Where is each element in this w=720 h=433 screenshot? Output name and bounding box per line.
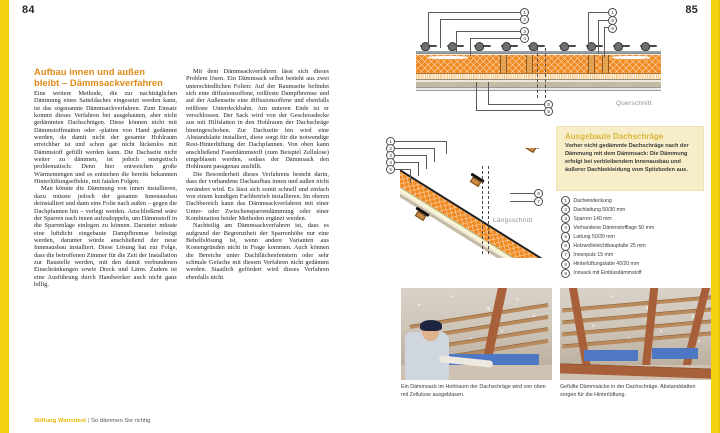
callout-bubble: 5 — [544, 107, 553, 116]
callout-bubble: 1 — [520, 8, 529, 17]
legend-bullet: 6 — [561, 241, 570, 250]
leader-line — [418, 162, 419, 176]
paragraph: Eine weitere Methode, die zur nachträglichen Dämmung eines Satteldaches eingesetzt werden kann, ist das sogenannte Dämmsackverfahren. Zum Einsatz kommt dieses Verfahren bei ausgebauten, aber nicht gedämmten Dachschrägen. Diese können nicht mit Dämmstoffmatten oder -platten von Hand gedämmt werden, da damit nicht der gesamte Hohlraum erreichbar ist und schon gar nicht lückenlos mit Dämmstoff gefüllt werden kann. Die Dachseite nicht weiter zu dämmen, ist jedoch energetisch problematisch: Denn hier entweichen große Wärmemengen und es entstehen die bereits bekannten Hinterlüftungseffekte, mit fatalen Folgen. — [34, 90, 177, 186]
leader-line — [488, 82, 489, 104]
leader-line — [476, 82, 477, 110]
legend-item — [561, 251, 711, 260]
rafter-post — [526, 55, 533, 73]
photo-insulation-blowing — [401, 288, 552, 380]
legend-bullet: 3 — [561, 214, 570, 223]
leader-line — [426, 155, 427, 169]
footer-brand: Stiftung Warentest — [34, 418, 87, 424]
page-number-left: 84 — [22, 4, 35, 16]
leader-line — [598, 20, 599, 54]
legend-bullet: 9 — [561, 269, 570, 278]
cross-section-assembly — [416, 51, 661, 92]
leader-line — [604, 27, 605, 57]
ventilation-void — [428, 56, 468, 59]
legend-item — [561, 205, 711, 214]
legend-label: Vorhandene Dämmstofflage 50 mm — [573, 224, 655, 231]
leader-line — [598, 20, 608, 21]
leader-line — [588, 12, 608, 13]
legend-item — [561, 269, 711, 278]
callout-bubble: 5 — [386, 165, 395, 174]
leader-line — [394, 148, 434, 149]
leader-line — [410, 169, 411, 183]
insulation-sack — [652, 348, 698, 359]
longitudinal-assembly — [400, 154, 580, 258]
rafter-post — [602, 55, 609, 73]
footer-separator: | — [87, 418, 90, 424]
callout-bubble: 3 — [520, 27, 529, 36]
leader-line — [456, 31, 520, 32]
roof-tile — [613, 42, 630, 52]
section-break-line — [545, 48, 546, 98]
section-break-line — [482, 166, 483, 254]
paragraph: Die Besonderheit dieses Verfahrens besteht darin, dass der vorhandene Dachaufbau innen und außen nicht verändert wird. Es lässt sich somit schnell und einfach von einem kundigen Fachbetrieb installieren. Im oberen Dachbereich kann das Dämmsackverfahren mit einer Unter- oder Zwischensparrendämmung oder einer Kombination beider Methoden ergänzt werden. — [186, 170, 329, 222]
legend-bullet: 5 — [561, 232, 570, 241]
diagram-legend — [561, 196, 711, 278]
legend-label: Innsack mit Einblasdämmstoff — [573, 270, 642, 277]
headline-line-2: bleibt – Dämmsackverfahren — [34, 77, 163, 89]
page-footer — [34, 418, 150, 424]
roof-tile — [501, 42, 518, 52]
callout-bubble: 6 — [544, 100, 553, 109]
cross-section-label: Querschnitt — [616, 100, 652, 107]
section-break-line — [537, 48, 538, 98]
legend-item — [561, 223, 711, 232]
callout-bubble: 3 — [386, 151, 395, 160]
photo-caption: Ein Dämmsack im Hohlraum der Dachschräge wird von oben mit Zellulose ausgeblasen. — [401, 384, 546, 398]
roof-tile — [586, 42, 603, 52]
footer-title: So dämmen Sie richtig — [90, 418, 151, 424]
legend-label: Innenputz 15 mm — [573, 252, 614, 259]
legend-item — [561, 232, 711, 241]
paragraph: Man könnte die Dämmung von innen installieren, dazu müsste jedoch der gesamte Innenausbau deinstalliert und dann eine Folie nach außen – gegen die Dachpfannen hin – verlegt werden. Anschließend wäre der Sparren nach innen aufzudoppeln, um Dämmstoff in die Sparrenlage einlegen zu können. Darunter müsste eine luftdicht eingebaute Dampfbremse befestigt werden, darunter würde anschließend der neue Innenausbau installiert. Diese Lösung hat zur Folge, dass die betroffenen Zimmer für die Zeit der Installation zur Baustelle werden, mit den damit verbundenen Einschränkungen sowie Dreck und Lärm. Zudem ist eine Ausführung durch Handwerker auch nicht ganz billig. — [34, 185, 177, 288]
interior-plaster-layer — [416, 87, 661, 91]
leader-line — [394, 162, 418, 163]
paragraph: Nachteilig am Dämmsackverfahren ist, dass es aufgrund der Begrenztheit der Sparrenhöhe nur eine Behelfslösung ist, wenn andere Varianten aus Kostengründen nicht in Frage kommen. Auch können die Bereiche unter Dachflächenfenstern oder sehr schmale Gefache mit diesem Verfahren nicht gedämmt werden. Staatlich gefördert wird dieses Verfahren ebenfalls nicht. — [186, 222, 329, 281]
ventilation-void — [612, 56, 650, 59]
body-column-1 — [34, 90, 177, 288]
article-headline — [34, 66, 174, 89]
callout-bubble: 7 — [534, 197, 543, 206]
legend-label: Hinterlüftungslatte 40/20 mm — [573, 261, 640, 268]
leader-line — [428, 12, 520, 13]
roof-tile — [474, 42, 491, 52]
roof-tile — [640, 42, 657, 52]
legend-bullet: 7 — [561, 250, 570, 259]
photo-caption: Gefüllte Dämmsäcke in der Dachschräge. Abstandslatten sorgen für die Hinterlüftung. — [560, 384, 696, 398]
insulation-sack — [584, 350, 638, 361]
leader-line — [394, 155, 426, 156]
legend-label: Holzwolleleichtbauplatte 25 mm — [573, 243, 646, 250]
leader-line — [428, 12, 429, 48]
legend-label: Lattung 50/30 mm — [573, 233, 615, 240]
spacer-batten-clip — [523, 148, 539, 152]
legend-bullet: 4 — [561, 223, 570, 232]
legend-item — [561, 260, 711, 269]
leader-line — [476, 110, 544, 111]
longitudinal-section-label: Längsschnitt — [493, 217, 533, 224]
paragraph: Mit dem Dämmsackverfahren lässt sich dieses Problem lösen. Ein Dämmsack selbst besteht aus zwei unterschiedlichen Folien: Auf der Raumseite befindet sich eine diffusionsoffene, reißfeste Dampfbremse und auf der Außenseite eine diffusionsoffene und ebenfalls reißfeste Unterdeckbahn. Am unteren Ende ist er verschlossen. Der Sack wird von der Geschossdecke aus mit Hilfslatten in den Hohlraum der Dachschräge hineingeschoben. Zur Dachseite hin wird eine Abstandslatte installiert, diese sorgt für die notwendige Rest-Hinterlüftung der Dachpfannen. Von oben kann anschließend Faserdämmstoff (zum Beispiel Zellulose) eingeblasen werden, sodass der Dämmsack den Hohlraum passgenau ausfüllt. — [186, 68, 329, 171]
callout-bubble: 4 — [520, 34, 529, 43]
callout-bubble: 2 — [386, 144, 395, 153]
leader-line — [510, 193, 534, 194]
info-box — [556, 126, 704, 191]
section-break-line — [488, 166, 489, 254]
rafter-post — [500, 55, 507, 73]
worker-cap — [420, 320, 442, 331]
rafter-post — [588, 55, 595, 73]
callout-bubble: 2 — [520, 15, 529, 24]
callout-bubble: 1 — [386, 137, 395, 146]
callout-bubble: 8 — [608, 16, 617, 25]
cross-section-diagram — [416, 42, 661, 92]
callout-bubble: 9 — [608, 24, 617, 33]
leader-line — [394, 141, 446, 142]
leader-line — [434, 148, 435, 162]
leader-line — [588, 12, 589, 49]
legend-item — [561, 241, 711, 250]
legend-label: Dachlattung 50/30 mm — [573, 206, 626, 213]
photo-filled-sacks — [560, 288, 711, 380]
legend-bullet: 1 — [561, 196, 570, 205]
leader-line — [488, 104, 544, 105]
leader-line — [456, 31, 457, 52]
leader-line — [446, 141, 447, 154]
headline-line-1: Aufbau innen und außen — [34, 66, 145, 77]
leader-line — [470, 38, 520, 39]
info-box-text: Vorher nicht gedämmte Dachschräge nach der Dämmung mit dem Dämmsack: Die Dämmung erfolgt bei verbleibendem Innenausbau und äußerer Dachbekleidung vom Spitzboden aus. — [565, 143, 689, 174]
page-number-right: 85 — [685, 4, 698, 16]
leader-line — [440, 19, 441, 48]
legend-item — [561, 196, 711, 205]
roof-tile — [559, 42, 576, 52]
leader-line — [470, 38, 471, 56]
leader-line — [440, 19, 520, 20]
page-right — [360, 0, 720, 433]
callout-bubble: 1 — [608, 8, 617, 17]
info-box-title: Ausgebaute Dachschräge — [565, 132, 664, 141]
legend-label: Dacheindeckung — [573, 197, 612, 204]
legend-bullet: 2 — [561, 205, 570, 214]
legend-item — [561, 214, 711, 223]
body-column-2 — [186, 68, 329, 281]
leader-line — [510, 201, 534, 202]
callout-bubble: 4 — [386, 158, 395, 167]
legend-bullet: 8 — [561, 260, 570, 269]
legend-label: Sparren 140 mm — [573, 215, 612, 222]
leader-line — [394, 169, 410, 170]
callout-bubble: 6 — [534, 189, 543, 198]
